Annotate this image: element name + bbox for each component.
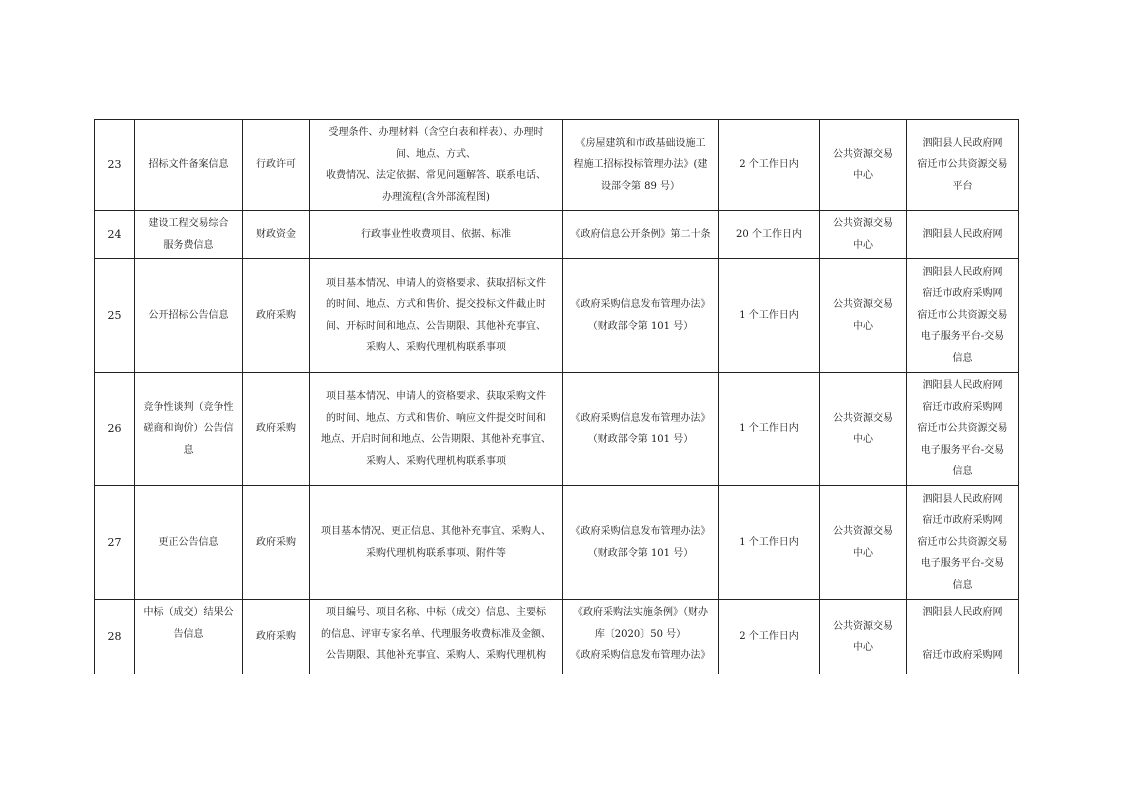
item-name-cell xyxy=(135,373,243,486)
table-row xyxy=(95,211,1019,259)
cell-text-line: 宿迁市政府采购网 xyxy=(922,288,1003,300)
disclosure-content-cell xyxy=(310,259,563,373)
cell-text-line: 信息 xyxy=(952,466,973,478)
cell-text-line: 项目基本情况、更正信息、其他补充事宜、采购人、 xyxy=(321,526,551,537)
cell-text-line: 泗阳县人民政府网 xyxy=(922,137,1003,149)
cell-text-line: 电子服务平台-交易 xyxy=(920,444,1005,456)
cell-text-line: 办理流程(含外部流程图) xyxy=(382,191,490,203)
row-number-cell xyxy=(95,259,135,373)
legal-basis-cell xyxy=(563,259,719,373)
cell-text-line: 宿迁市公共资源交易 xyxy=(917,159,1008,171)
cell-text-line: 《房屋建筑和市政基础设施工 xyxy=(575,137,706,149)
cell-text: 27 xyxy=(107,535,122,549)
publication-channel-cell xyxy=(907,600,1019,675)
cell-text-line: 程施工招标投标管理办法》(建 xyxy=(573,159,708,171)
time-limit-cell xyxy=(719,211,820,259)
cell-text-line: 建设工程交易综合 xyxy=(148,218,229,229)
cell-text-line: 《政府采购信息发布管理办法》 xyxy=(570,650,711,661)
cell-text-line: 告信息 xyxy=(173,628,204,640)
cell-text-line: 中标（成交）结果公 xyxy=(143,607,234,618)
cell-text-line: 更正公告信息 xyxy=(158,536,219,548)
publication-channel-cell xyxy=(907,259,1019,373)
cell-text-line: 公共资源交易 xyxy=(833,148,893,160)
cell-text-line: 地点、开启时间和地点、公告期限、其他补充事宜、 xyxy=(321,434,551,445)
disclosure-content-cell xyxy=(310,211,563,259)
cell-text-line: 公共资源交易 xyxy=(833,299,893,310)
cell-text-line: 信息 xyxy=(952,352,973,364)
table-row xyxy=(95,486,1019,600)
cell-text-line: 项目编号、项目名称、中标（成交）信息、主要标 xyxy=(326,607,546,618)
cell-text-line: 宿迁市公共资源交易 xyxy=(917,309,1008,321)
disclosure-content-cell xyxy=(310,486,563,600)
cell-text-line: 采购人、采购代理机构联系事项 xyxy=(366,455,506,467)
cell-text-line: 项目基本情况、申请人的资格要求、获取采购文件 xyxy=(326,391,546,402)
cell-text-line: （财政部令第 101 号） xyxy=(587,434,694,445)
publication-channel-cell xyxy=(907,486,1019,600)
publication-channel-cell xyxy=(907,120,1019,211)
cell-text-line: 《政府采购信息发布管理办法》 xyxy=(570,299,711,310)
cell-text: 政府采购 xyxy=(256,423,296,435)
cell-text-line: 的时间、地点、方式和售价、提交投标文件截止时 xyxy=(326,299,546,310)
responsible-subject-cell xyxy=(820,600,907,675)
cell-text-line: 息 xyxy=(183,444,194,456)
cell-text-line: 中心 xyxy=(853,434,873,445)
cell-text-line: （财政部令第 101 号） xyxy=(587,547,694,559)
cell-text: 财政资金 xyxy=(256,228,296,240)
cell-text-line: 泗阳县人民政府网 xyxy=(922,266,1003,278)
cell-text-line: 受理条件、办理材料（含空白表和样表）、办理时 xyxy=(328,127,544,138)
cell-text-line: 公开招标公告信息 xyxy=(148,309,229,321)
cell-text-line: 招标文件备案信息 xyxy=(148,159,229,171)
cell-text: 行政许可 xyxy=(256,159,296,171)
cell-text: 政府采购 xyxy=(256,536,296,548)
disclosure-table xyxy=(94,119,1019,674)
item-name-cell xyxy=(135,211,243,259)
cell-text-line: 服务费信息 xyxy=(163,239,214,251)
cell-text: 2 个工作日内 xyxy=(739,631,799,643)
cell-text-line: 间、地点、方式、 xyxy=(396,148,476,160)
cell-text-line: 采购代理机构联系事项、附件等 xyxy=(366,547,506,559)
responsible-subject-cell xyxy=(820,211,907,259)
row-number-cell xyxy=(95,211,135,259)
disclosure-content-cell xyxy=(310,373,563,486)
time-limit-cell xyxy=(719,259,820,373)
cell-text: 1 个工作日内 xyxy=(739,536,799,548)
cell-text-line: 泗阳县人民政府网 xyxy=(922,380,1003,392)
cell-text-line: 信息 xyxy=(952,579,973,591)
cell-text-line: （财政部令第 101 号） xyxy=(587,320,694,332)
item-name-cell xyxy=(135,486,243,600)
cell-text-line: 宿迁市公共资源交易 xyxy=(917,536,1008,548)
cell-text: 政府采购 xyxy=(256,309,296,321)
category-cell xyxy=(243,600,310,675)
cell-text-line: 宿迁市政府采购网 xyxy=(922,401,1003,413)
cell-text: 1 个工作日内 xyxy=(739,423,799,435)
cell-text-line: 电子服务平台-交易 xyxy=(920,558,1005,570)
cell-text-line: 《政府采购信息发布管理办法》 xyxy=(570,526,711,537)
cell-text: 26 xyxy=(107,422,122,436)
row-number-cell xyxy=(95,373,135,486)
cell-text: 20 个工作日内 xyxy=(736,228,802,240)
cell-text-line: 泗阳县人民政府网 xyxy=(922,607,1003,618)
publication-channel-cell xyxy=(907,373,1019,486)
cell-text-line: 设部令第 89 号） xyxy=(600,180,681,192)
cell-text-line: 中心 xyxy=(853,239,873,251)
row-number-cell xyxy=(95,486,135,600)
cell-text-line: 收费情况、法定依据、常见问题解答、联系电话、 xyxy=(326,170,546,181)
time-limit-cell xyxy=(719,373,820,486)
cell-text-line: 中心 xyxy=(853,170,873,181)
cell-text: 28 xyxy=(107,630,122,644)
responsible-subject-cell xyxy=(820,120,907,211)
cell-text-line: 中心 xyxy=(853,547,873,559)
legal-basis-cell xyxy=(563,486,719,600)
category-cell xyxy=(243,486,310,600)
cell-text-line: 磋商和询价）公告信 xyxy=(143,423,234,435)
responsible-subject-cell xyxy=(820,259,907,373)
cell-text-line xyxy=(913,624,1012,646)
item-name-cell xyxy=(135,600,243,675)
cell-text-line: 中心 xyxy=(853,642,873,653)
responsible-subject-cell xyxy=(820,373,907,486)
cell-text: 23 xyxy=(107,158,122,172)
item-name-cell xyxy=(135,120,243,211)
cell-text-line: 中心 xyxy=(853,320,873,332)
time-limit-cell xyxy=(719,600,820,675)
legal-basis-cell xyxy=(563,600,719,675)
cell-text-line: 行政事业性收费项目、依据、标准 xyxy=(361,228,511,240)
table-row xyxy=(95,373,1019,486)
cell-text-line: 的时间、地点、方式和售价、响应文件提交时间和 xyxy=(326,412,546,424)
cell-text-line: 宿迁市公共资源交易 xyxy=(917,423,1008,435)
cell-text: 政府采购 xyxy=(256,631,296,643)
category-cell xyxy=(243,259,310,373)
table-row xyxy=(95,259,1019,373)
responsible-subject-cell xyxy=(820,486,907,600)
cell-text-line: 公共资源交易 xyxy=(833,412,893,424)
row-number-cell xyxy=(95,120,135,211)
cell-text-line: 泗阳县人民政府网 xyxy=(922,493,1003,505)
publication-channel-cell xyxy=(907,211,1019,259)
disclosure-content-cell xyxy=(310,120,563,211)
cell-text-line: 间、开标时间和地点、公告期限、其他补充事宜、 xyxy=(326,320,546,332)
category-cell xyxy=(243,211,310,259)
cell-text-line: 平台 xyxy=(952,180,973,192)
cell-text-line: 竞争性谈判（竞争性 xyxy=(143,401,234,413)
cell-text: 1 个工作日内 xyxy=(739,309,799,321)
table-row xyxy=(95,600,1019,675)
cell-text-line: 《政府采购法实施条例》（财办 xyxy=(573,607,708,618)
category-cell xyxy=(243,120,310,211)
cell-text-line: 项目基本情况、申请人的资格要求、获取招标文件 xyxy=(326,277,546,289)
cell-text-line: 宿迁市政府采购网 xyxy=(922,650,1003,661)
cell-text-line: 公共资源交易 xyxy=(833,526,893,537)
cell-text-line: 宿迁市政府采购网 xyxy=(922,515,1003,527)
disclosure-content-cell xyxy=(310,600,563,675)
cell-text-line: 库〔2020〕50 号） xyxy=(594,628,687,640)
cell-text: 24 xyxy=(107,227,122,241)
legal-basis-cell xyxy=(563,120,719,211)
cell-text: 2 个工作日内 xyxy=(739,159,799,171)
cell-text-line: 电子服务平台-交易 xyxy=(920,331,1005,343)
legal-basis-cell xyxy=(563,373,719,486)
table-body xyxy=(95,120,1019,675)
cell-text-line: 公告期限、其他补充事宜、采购人、采购代理机构 xyxy=(326,650,546,661)
cell-text-line: 公共资源交易 xyxy=(833,218,893,229)
cell-text-line: 泗阳县人民政府网 xyxy=(922,228,1003,240)
cell-text-line: 《政府信息公开条例》第二十条 xyxy=(570,228,711,240)
time-limit-cell xyxy=(719,486,820,600)
table-row xyxy=(95,120,1019,211)
row-number-cell xyxy=(95,600,135,675)
cell-text: 25 xyxy=(107,308,122,322)
cell-text-line: 公共资源交易 xyxy=(833,620,893,632)
time-limit-cell xyxy=(719,120,820,211)
category-cell xyxy=(243,373,310,486)
cell-text-line: 采购人、采购代理机构联系事项 xyxy=(366,342,506,353)
item-name-cell xyxy=(135,259,243,373)
legal-basis-cell xyxy=(563,211,719,259)
cell-text-line: 《政府采购信息发布管理办法》 xyxy=(570,412,711,424)
cell-text-line: 的信息、评审专家名单、代理服务收费标准及金额、 xyxy=(321,628,551,640)
